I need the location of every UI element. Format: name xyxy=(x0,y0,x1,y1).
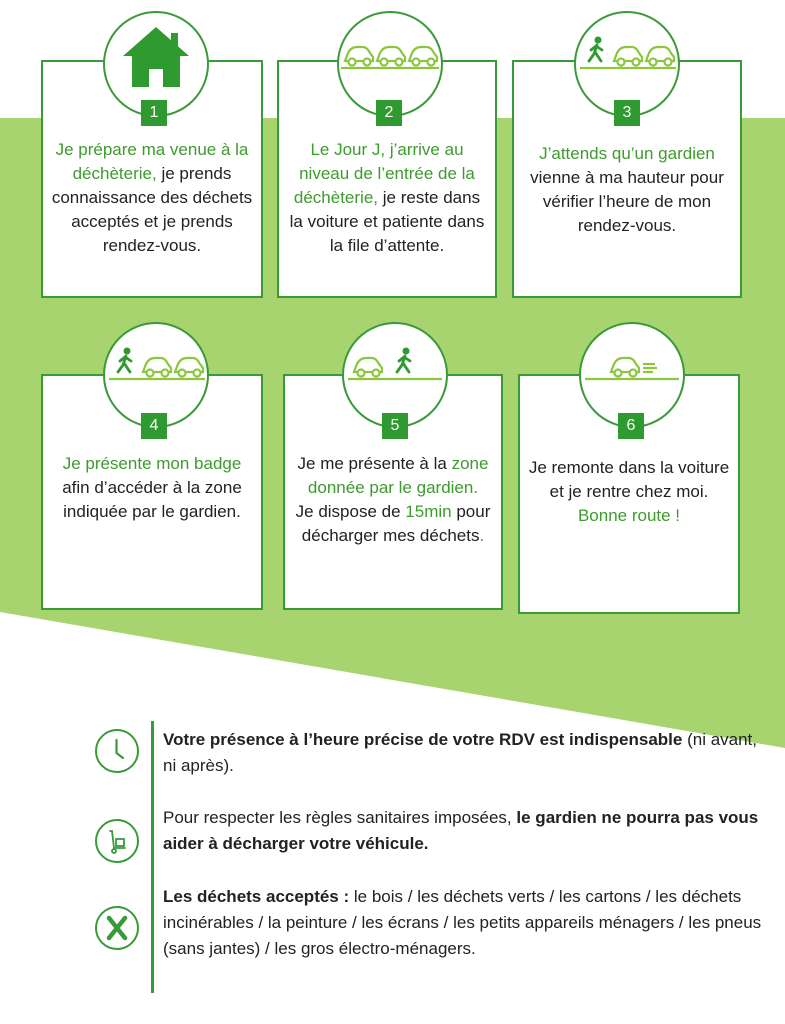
hand-truck-icon xyxy=(95,819,139,863)
step-3-text: J’attends qu’un gardien vienne à ma hauteur pour vérifier l’heure de mon rendez-vous. xyxy=(530,144,724,235)
step-4-number: 4 xyxy=(141,413,167,439)
car-walker-icon xyxy=(344,324,446,426)
info-divider xyxy=(151,721,154,993)
step-2-number: 2 xyxy=(376,100,402,126)
clock-icon xyxy=(95,729,139,773)
step-1-number: 1 xyxy=(141,100,167,126)
step-5-text: Je me présente à la zone donnée par le gardien. Je dispose de 15min pour décharger mes déchets. xyxy=(295,454,491,545)
step-4-text: Je présente mon badge afin d’accéder à la zone indiquée par le gardien. xyxy=(62,454,242,521)
info-presence: Votre présence à l’heure précise de votre RDV est indispensable (ni avant, ni après). xyxy=(163,730,758,775)
step-3-number: 3 xyxy=(614,100,640,126)
step-2-text: Le Jour J, j’arrive au niveau de l’entrée de la déchèterie, je reste dans la voiture et patiente dans la file d’attente. xyxy=(289,140,485,255)
step-6-text: Je remonte dans la voiture et je rentre chez moi. Bonne route ! xyxy=(528,458,730,525)
info-gardien: Pour respecter les règles sanitaires imposées, le gardien ne pourra pas vous aider à décharger votre véhicule. xyxy=(163,808,759,853)
x-icon xyxy=(95,906,139,950)
step-6-number: 6 xyxy=(618,413,644,439)
walker-cars-icon xyxy=(105,324,207,426)
car-leaving-icon xyxy=(581,324,683,426)
info-dechets-acceptes: Les déchets acceptés : le bois / les déchets verts / les cartons / les déchets incinérables / la peinture / les écrans / les petits appareils ménagers / les pneus (sans jantes) / les gros électro-ménagers. xyxy=(163,887,762,958)
step-5-number: 5 xyxy=(382,413,408,439)
step-1-text: Je prépare ma venue à la déchèterie, je prends connaissance des déchets acceptés et je prends rendez-vous. xyxy=(51,140,253,255)
